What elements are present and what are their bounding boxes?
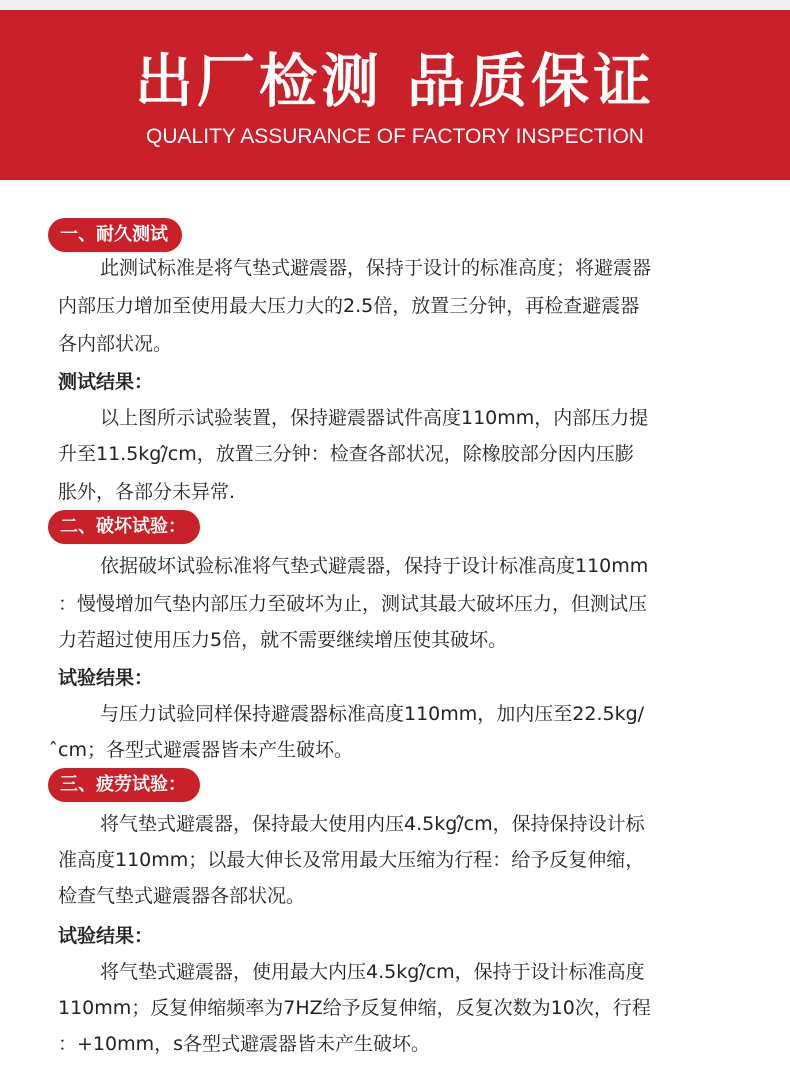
paragraph-line: 检查气垫式避震器各部状况。	[58, 885, 306, 907]
header-banner	[0, 10, 790, 180]
section-tag-endurance-test: 一、耐久测试	[48, 218, 182, 252]
section-tag-fatigue-test: 三、疲劳试验：	[48, 768, 200, 802]
result-label: 试验结果：	[58, 667, 154, 689]
paragraph-line: 各内部状况。	[58, 333, 173, 355]
paragraph-line: 将气垫式避震器，使用最大内压4.5kg/̂cm，保持于设计标准高度	[100, 961, 645, 983]
paragraph-line: 内部压力增加至使用最大压力大的2.5倍，放置三分钟，再检查避震器	[58, 295, 640, 317]
page-title: 出厂检测 品质保证	[134, 47, 656, 115]
paragraph-line: 将气垫式避震器，保持最大使用内压4.5kg/̂cm，保持保持设计标	[100, 813, 645, 835]
paragraph-line: ̂cm；各型式避震器皆未产生破坏。	[58, 739, 353, 761]
top-strip	[0, 0, 790, 10]
page-subtitle: QUALITY ASSURANCE OF FACTORY INSPECTION	[146, 125, 644, 148]
paragraph-line: 以上图所示试验装置，保持避震器试件高度110mm，内部压力提	[100, 407, 649, 429]
result-label: 试验结果：	[58, 925, 154, 947]
paragraph-line: 此测试标准是将气垫式避震器，保持于设计的标准高度；将避震器	[100, 257, 652, 279]
paragraph-line: 升至11.5kg/̂cm，放置三分钟：检查各部状况，除橡胶部分因内压膨	[58, 443, 634, 465]
paragraph-line: 准高度110mm；以最大伸长及常用最大压缩为行程：给予反复伸缩，	[58, 849, 645, 871]
paragraph-line: 胀外，各部分未异常.	[58, 481, 236, 503]
paragraph-line: 与压力试验同样保持避震器标准高度110mm，加内压至22.5kg/	[100, 703, 645, 725]
paragraph-line: ：慢慢增加气垫内部压力至破坏为止，测试其最大破坏压力，但测试压	[58, 593, 648, 615]
paragraph-line: 依据破坏试验标准将气垫式避震器，保持于设计标准高度110mm	[100, 555, 649, 577]
result-label: 测试结果：	[58, 371, 154, 393]
paragraph-line: 力若超过使用压力5倍，就不需要继续增压使其破坏。	[58, 629, 508, 651]
paragraph-line: 110mm；反复伸缩频率为7HZ给予反复伸缩，反复次数为10次，行程	[58, 997, 651, 1019]
paragraph-line: ：+10mm，s各型式避震器皆未产生破坏。	[58, 1033, 431, 1055]
section-tag-destruction-test: 二、破坏试验：	[48, 510, 200, 544]
